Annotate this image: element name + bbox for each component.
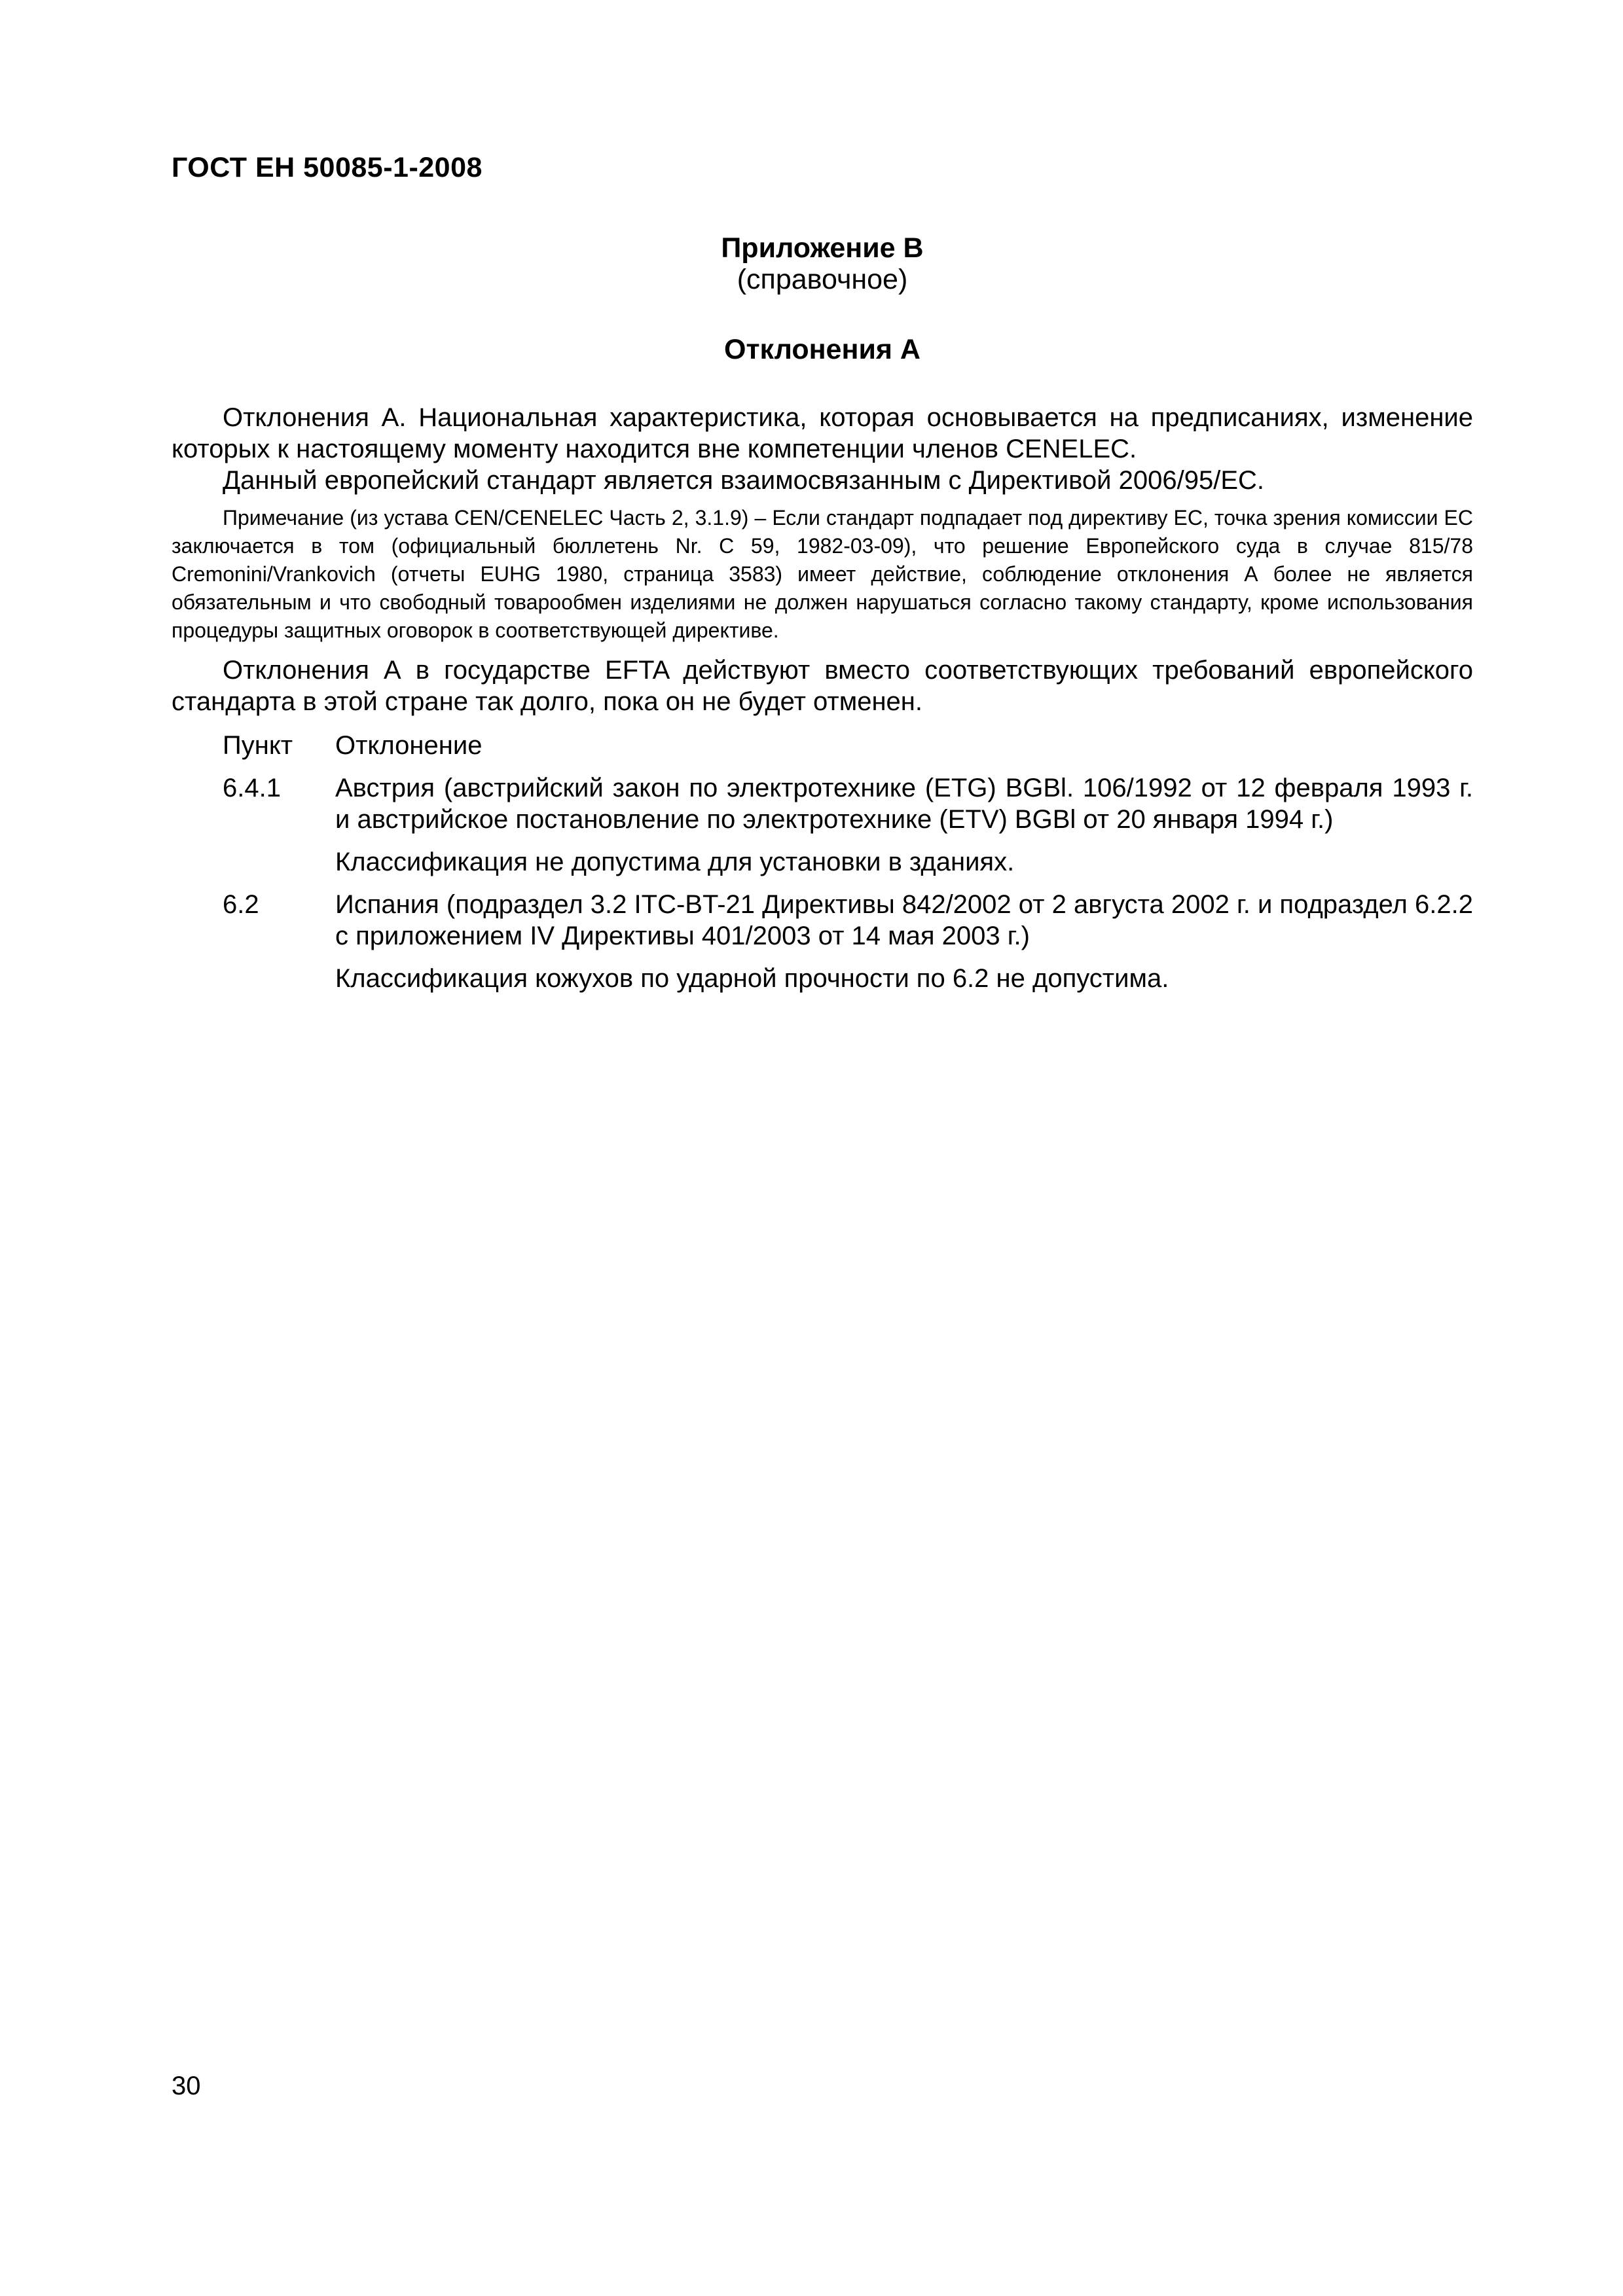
deviations-table	[223, 730, 1473, 994]
note-paragraph: Примечание (из устава CEN/CENELEC Часть 2, 3.1.9) – Если стандарт подпадает под директиву ЕС, точка зрения комиссии ЕС заключается в том (официальный бюллетень Nr. C 59, 1982-03-09), что решение Европейского суда в случае 815/78 Cremonini/Vrankovich (отчеты EUHG 1980, страница 3583) имеет действие, соблюдение отклонения А более не является обязательным и что свободный товарообмен изделиями не должен нарушаться согласно такому стандарту, кроме использования процедуры защитных оговорок в соответствующей директиве.	[172, 506, 1473, 642]
table-row	[223, 846, 1473, 878]
deviation-text: Классификация не допустима для установки в зданиях.	[335, 848, 1015, 876]
table-row	[223, 963, 1473, 994]
annex-kind: (справочное)	[737, 264, 908, 295]
table-row	[223, 772, 1473, 835]
column-header-clause: Пункт	[223, 731, 293, 760]
document-code-header: ГОСТ ЕН 50085-1-2008	[172, 152, 483, 183]
column-header-deviation: Отклонение	[335, 731, 483, 760]
clause-number: 6.2	[223, 890, 259, 919]
section-title: Отклонения А	[724, 334, 921, 365]
table-row	[223, 889, 1473, 952]
deviation-text: Классификация кожухов по ударной прочности по 6.2 не допустима.	[335, 964, 1169, 993]
paragraph-efta: Отклонения А в государстве EFTA действуют вместо соответствующих требований европейского стандарта в этой стране так долго, пока он не будет отменен.	[172, 656, 1473, 716]
paragraph-directive: Данный европейский стандарт является взаимосвязанным с Директивой 2006/95/ЕС.	[223, 466, 1265, 495]
paragraph-deviations-definition: Отклонения А. Национальная характеристика, которая основывается на предписаниях, изменение которых к настоящему моменту находится вне компетенции членов CENELEC.	[172, 403, 1473, 463]
deviation-text: Австрия (австрийский закон по электротехнике (ETG) BGBl. 106/1992 от 12 февраля 1993 г. и австрийское постановление по электротехнике (ETV) BGBl от 20 января 1994 г.)	[335, 774, 1473, 834]
clause-number	[223, 846, 335, 878]
deviation-text: Испания (подраздел 3.2 ITC-BT-21 Директивы 842/2002 от 2 августа 2002 г. и подраздел 6.2.2 с приложением IV Директивы 401/2003 от 14 мая 2003 г.)	[335, 890, 1473, 950]
page-number: 30	[172, 2072, 201, 2100]
annex-title: Приложение В	[721, 232, 924, 264]
clause-number: 6.4.1	[223, 774, 281, 802]
deviations-table-header	[223, 730, 1473, 761]
clause-number	[223, 963, 335, 994]
